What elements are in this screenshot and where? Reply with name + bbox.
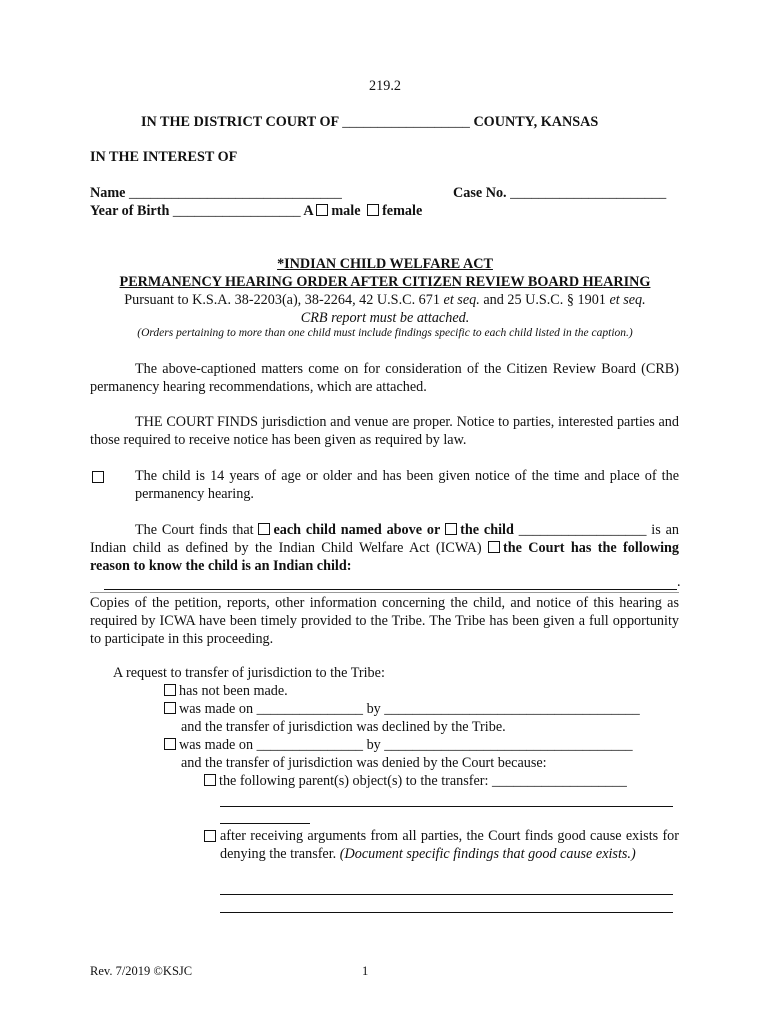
interest-of-heading: IN THE INTEREST OF (90, 149, 238, 165)
reason-to-know-checkbox[interactable] (488, 541, 500, 553)
female-label: female (382, 203, 423, 219)
title-permanency: PERMANENCY HEARING ORDER AFTER CITIZEN REVIEW BOARD HEARING (119, 274, 651, 290)
transfer-not-made-row: has not been made. (164, 683, 288, 700)
female-checkbox[interactable] (367, 204, 379, 216)
made-declined-checkbox[interactable] (164, 702, 176, 714)
crb-note: CRB report must be attached. (300, 310, 470, 326)
age-14-text: The child is 14 years of age or older and has been given notice of the time and place of the permanency hearing. (135, 468, 679, 502)
denied-by-court: and the transfer of jurisdiction was denied by the Court because: (181, 755, 547, 771)
page-number: 1 (362, 964, 369, 978)
reason-line-period: . (677, 574, 681, 590)
child-name-field[interactable]: __________________ (518, 522, 647, 538)
parent-objects-checkbox[interactable] (204, 774, 216, 786)
good-cause-line-2[interactable] (220, 912, 673, 913)
case-no-label: Case No. (453, 185, 507, 201)
good-cause-checkbox[interactable] (204, 830, 216, 842)
court-line-right: COUNTY, KANSAS (473, 114, 599, 130)
good-cause-line-1[interactable] (220, 894, 673, 895)
declined-by-tribe: and the transfer of jurisdiction was declined by the Tribe. (181, 719, 506, 735)
parent-objects-line-2[interactable] (220, 823, 310, 824)
year-of-birth-field[interactable]: __________________ (172, 203, 301, 219)
transfer-made-denied-row: was made on _______________ by ___________________________________ (164, 737, 633, 754)
revision-footer: Rev. 7/2019 ©KSJC (90, 964, 193, 978)
age-14-checkbox[interactable] (92, 471, 104, 483)
male-label: male (331, 203, 361, 219)
court-line-left: IN THE DISTRICT COURT OF (141, 114, 339, 130)
name-label: Name (90, 185, 126, 201)
transfer-intro: A request to transfer of jurisdiction to the Tribe: (113, 665, 385, 681)
county-field[interactable]: __________________ (342, 114, 470, 130)
title-icwa: *INDIAN CHILD WELFARE ACT (277, 256, 493, 272)
para-consideration: The above-captioned matters come on for consideration of the Citizen Review Board (CRB) permanency hearing recommendations, which are attached. (90, 361, 679, 395)
year-of-birth-label: Year of Birth (90, 203, 170, 219)
parent-objects-row: the following parent(s) object(s) to the transfer: ___________________ (204, 773, 627, 790)
made-denied-checkbox[interactable] (164, 738, 176, 750)
form-number: 219.2 (369, 78, 401, 94)
name-field[interactable]: ______________________________ (129, 185, 342, 201)
parent-objects-line-1[interactable] (220, 806, 673, 807)
orders-note: (Orders pertaining to more than one child must include findings specific to each child listed in the caption.) (137, 327, 633, 339)
para-copies: Copies of the petition, reports, other information concerning the child, and notice of this hearing as required by ICWA have been timely provided to the Tribe. The Tribe has been given a full opportunity to participate in this proceeding. (90, 595, 679, 647)
reason-line[interactable] (104, 589, 677, 590)
transfer-made-declined-row: was made on _______________ by ____________________________________ (164, 701, 640, 718)
year-of-birth-row (90, 203, 422, 220)
court-line (141, 114, 598, 131)
good-cause-text: after receiving arguments from all parties, the Court finds good cause exists for denying the transfer. (Document specific findings that good cause exists.) (220, 828, 679, 862)
pursuant-line: Pursuant to K.S.A. 38-2203(a), 38-2264, 42 U.S.C. 671 et seq. and 25 U.S.C. § 1901 et seq. (124, 292, 646, 308)
male-checkbox[interactable] (316, 204, 328, 216)
sex-prefix: A (303, 203, 313, 219)
indian-child-finding: The Court finds that each child named above or the child __________________ is an Indian child as defined by the Indian Child Welfare Act (ICWA) the Court has the following reason to know the child is an Indian child: (90, 522, 680, 574)
the-child-checkbox[interactable] (445, 523, 457, 535)
each-child-checkbox[interactable] (258, 523, 270, 535)
not-made-checkbox[interactable] (164, 684, 176, 696)
case-no-row (453, 185, 666, 202)
para-court-finds: THE COURT FINDS jurisdiction and venue are proper. Notice to parties, interested parties and those required to receive notice has been given as required by law. (90, 414, 679, 448)
reason-separator (90, 592, 679, 593)
name-row (90, 185, 342, 202)
case-no-field[interactable]: ______________________ (510, 185, 667, 201)
